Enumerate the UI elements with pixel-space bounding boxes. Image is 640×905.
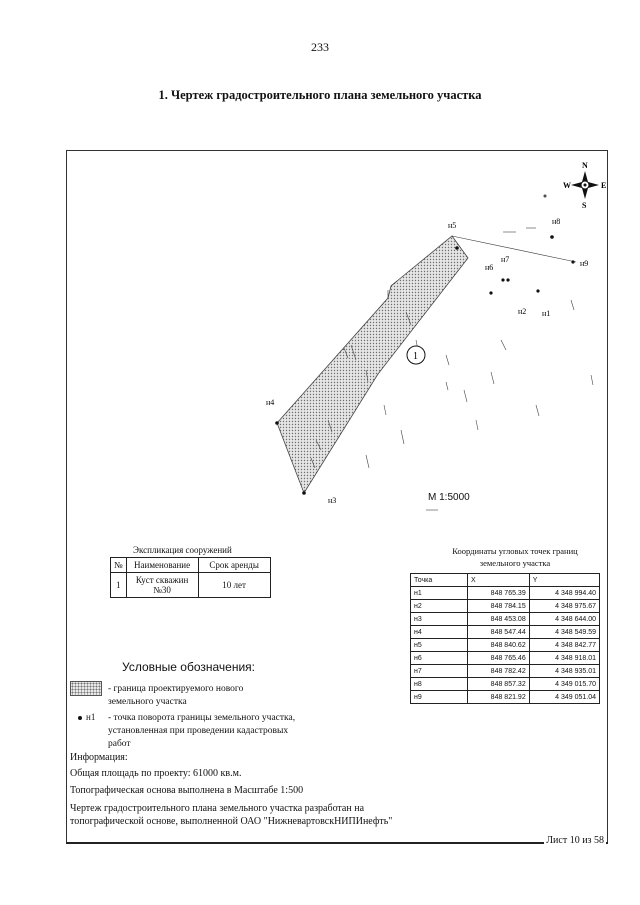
coord-header-y: Y (529, 574, 599, 587)
table-row (411, 600, 600, 613)
table-row (111, 573, 271, 598)
coord-cell-x: 848 784.15 (468, 600, 530, 613)
coord-cell-x: 848 765.39 (468, 587, 530, 600)
info-title: Информация: (70, 752, 128, 763)
coord-cell-y: 4 348 549.59 (529, 626, 599, 639)
vertex-n8 (550, 235, 554, 239)
coord-cell-y: 4 348 994.40 (529, 587, 599, 600)
coord-cell-x: 848 840.62 (468, 639, 530, 652)
table-row (411, 639, 600, 652)
coord-cell-x: 848 547.44 (468, 626, 530, 639)
coord-header-point: Точка (411, 574, 468, 587)
compass-rose-icon (571, 171, 599, 199)
site-plan-drawing (66, 150, 608, 530)
coord-cell-y: 4 349 015.70 (529, 678, 599, 691)
explication-cell-term: 10 лет (198, 573, 270, 598)
vertex-label-n1: н1 (542, 309, 551, 318)
compass-west: W (563, 181, 571, 190)
scale-label: M 1:5000 (428, 492, 470, 503)
vertex-label-n3: н3 (328, 496, 337, 505)
vertex-label-n6: н6 (485, 263, 494, 272)
coord-cell-y: 4 348 842.77 (529, 639, 599, 652)
vertex-n1 (536, 289, 539, 292)
legend-boundary-text: - граница проектируемого нового земельного участка (108, 684, 244, 707)
coord-cell-x: 848 821.92 (468, 691, 530, 704)
coord-cell-y: 4 348 918.01 (529, 652, 599, 665)
sheet-number: Лист 10 из 58 (546, 835, 604, 846)
info-topo: Топографическая основа выполнена в Масштабе 1:500 (70, 785, 304, 796)
vertex-n5 (455, 246, 459, 250)
coord-cell-point: н5 (411, 639, 468, 652)
document-title: 1. Чертеж градостроительного плана земельного участка (158, 88, 482, 102)
coord-cell-x: 848 765.46 (468, 652, 530, 665)
explication-caption: Экспликация сооружений (133, 545, 232, 555)
page-number: 233 (311, 40, 329, 54)
vertex-label-n2: н2 (518, 307, 527, 316)
explication-name-line1: Куст скважин (135, 575, 189, 585)
compass-north: N (582, 161, 588, 170)
coord-cell-point: н7 (411, 665, 468, 678)
legend-title: Условные обозначения: (122, 660, 255, 674)
legend-point-symbol: н1 (86, 712, 96, 722)
coord-cell-y: 4 348 935.01 (529, 665, 599, 678)
vertex-label-n9: н9 (580, 259, 589, 268)
parcel-number: 1 (413, 351, 418, 362)
explication-cell-num: 1 (111, 573, 127, 598)
coord-cell-x: 848 782.42 (468, 665, 530, 678)
vertex-label-n5: н5 (448, 221, 457, 230)
coordinates-caption (420, 545, 610, 569)
coord-cell-point: н2 (411, 600, 468, 613)
legend-point-text: - точка поворота границы земельного участка, установленная при проведении кадастровых работ (108, 713, 296, 749)
coordinates-caption-line1: Координаты угловых точек границ (452, 546, 578, 556)
coord-cell-x: 848 857.32 (468, 678, 530, 691)
table-row (411, 613, 600, 626)
explication-table (110, 557, 271, 598)
explication-cell-name (126, 573, 198, 598)
coord-cell-point: н6 (411, 652, 468, 665)
vertex-n4 (275, 421, 279, 425)
legend-point-dot-icon (78, 716, 82, 720)
info-note: Чертеж градостроительного плана земельного участка разработан на топографической основе, выполненной ОАО "НижневартовскНИПИнефть" (70, 803, 393, 827)
vertex-n6 (489, 291, 492, 294)
vertex-n2 (506, 278, 509, 281)
coord-header-x: X (468, 574, 530, 587)
coordinates-table (410, 573, 600, 704)
vertex-n3 (302, 491, 306, 495)
coord-cell-y: 4 349 051.04 (529, 691, 599, 704)
coord-cell-point: н1 (411, 587, 468, 600)
coord-cell-point: н4 (411, 626, 468, 639)
vertex-label-n4: н4 (266, 398, 275, 407)
table-row (411, 587, 600, 600)
legend-hatch-swatch (70, 681, 102, 696)
table-row (411, 652, 600, 665)
table-row (411, 626, 600, 639)
vertex-n7 (501, 278, 504, 281)
coordinates-caption-line2: земельного участка (479, 558, 551, 568)
parcel-polygon (277, 236, 468, 493)
coord-cell-y: 4 348 644.00 (529, 613, 599, 626)
compass-east: E (601, 181, 607, 190)
coord-cell-y: 4 348 975.67 (529, 600, 599, 613)
explication-header-name: Наименование (126, 558, 198, 573)
explication-header-term: Срок аренды (198, 558, 270, 573)
explication-name-line2: №30 (153, 585, 171, 595)
info-area: Общая площадь по проекту: 61000 кв.м. (70, 768, 242, 779)
coord-cell-point: н3 (411, 613, 468, 626)
coord-cell-x: 848 453.08 (468, 613, 530, 626)
frame-bottom-rule (66, 842, 608, 844)
table-row (411, 678, 600, 691)
table-row (411, 691, 600, 704)
vertex-n9 (571, 260, 574, 263)
vertex-label-n8: н8 (552, 217, 561, 226)
coord-cell-point: н9 (411, 691, 468, 704)
table-row (411, 665, 600, 678)
coord-cell-point: н8 (411, 678, 468, 691)
compass-south: S (582, 201, 587, 210)
vertex-label-n7: н7 (501, 255, 510, 264)
explication-header-num: № (111, 558, 127, 573)
